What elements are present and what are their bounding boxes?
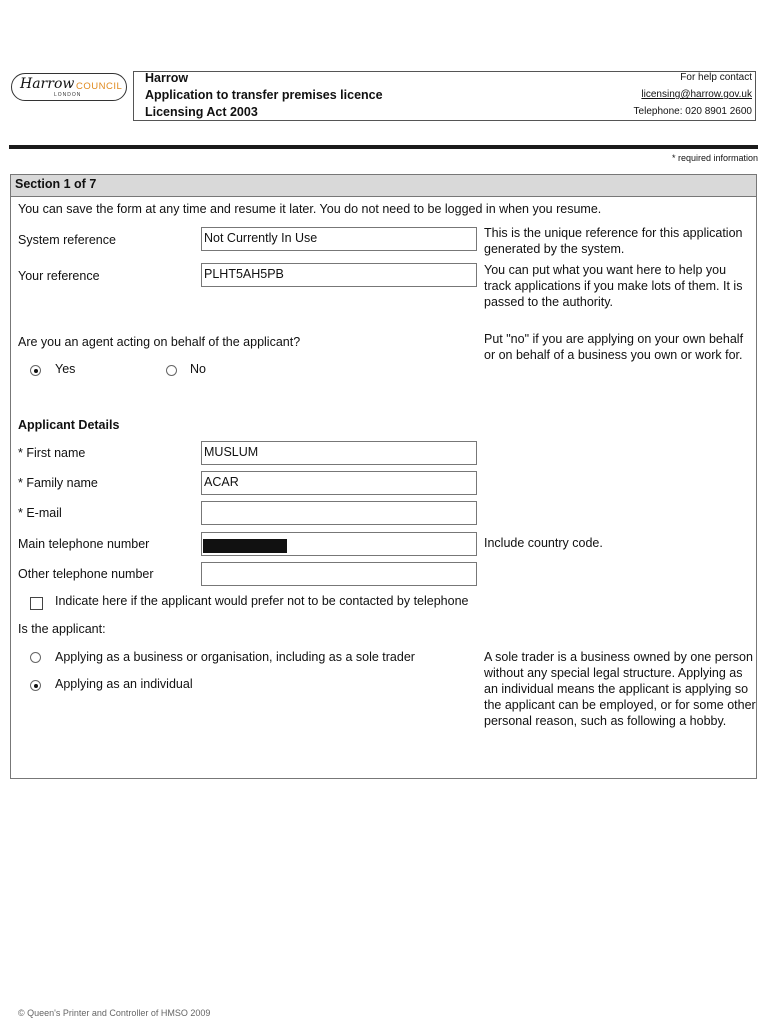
system-reference-label: System reference <box>18 233 116 247</box>
no-phone-contact-checkbox[interactable] <box>30 597 43 610</box>
header-divider <box>9 145 758 149</box>
section-intro: You can save the form at any time and resume it later. You do not need to be logged in when you resume. <box>18 202 602 216</box>
your-reference-note: You can put what you want here to help you track applications if you make lots of them. It is passed to the authority. <box>484 263 743 309</box>
no-phone-contact-label: Indicate here if the applicant would prefer not to be contacted by telephone <box>55 594 469 608</box>
agent-no-radio[interactable] <box>166 365 177 376</box>
business-radio[interactable] <box>30 652 41 663</box>
help-email-link[interactable]: licensing@harrow.gov.uk <box>641 89 752 100</box>
section-title: Section 1 of 7 <box>11 175 756 197</box>
individual-radio[interactable] <box>30 680 41 691</box>
harrow-council-logo <box>11 73 127 101</box>
system-reference-note: This is the unique reference for this application generated by the system. <box>484 226 743 256</box>
other-phone-field[interactable] <box>201 562 477 586</box>
logo-london-text: LONDON <box>54 92 82 98</box>
agent-question: Are you an agent acting on behalf of the applicant? <box>18 335 301 349</box>
header-title-act: Licensing Act 2003 <box>145 105 258 119</box>
applicant-type-note: A sole trader is a business owned by one person without any special legal structure. Applying as an individual means the applicant is applying so the applicant can be employed, or for some other personal reason, such as following a hobby. <box>484 650 756 728</box>
first-name-field[interactable]: MUSLUM <box>201 441 477 465</box>
family-name-label: * Family name <box>18 476 98 490</box>
copyright-footer: © Queen's Printer and Controller of HMSO 2009 <box>18 1008 211 1018</box>
help-label: For help contact <box>680 72 752 83</box>
agent-yes-label: Yes <box>55 362 76 376</box>
other-phone-label: Other telephone number <box>18 567 154 581</box>
business-label: Applying as a business or organisation, including as a sole trader <box>55 650 415 664</box>
main-phone-note: Include country code. <box>484 536 603 550</box>
email-label: * E-mail <box>18 506 62 520</box>
agent-note: Put "no" if you are applying on your own behalf or on behalf of a business you own or work for. <box>484 332 744 362</box>
required-note: * required information <box>671 153 758 163</box>
email-field[interactable] <box>201 501 477 525</box>
logo-council-text: COUNCIL <box>76 81 123 92</box>
first-name-label: * First name <box>18 446 86 460</box>
applicant-details-heading: Applicant Details <box>18 418 120 432</box>
family-name-field[interactable]: ACAR <box>201 471 477 495</box>
your-reference-label: Your reference <box>18 269 100 283</box>
agent-yes-radio[interactable] <box>30 365 41 376</box>
agent-no-label: No <box>190 362 206 376</box>
main-phone-label: Main telephone number <box>18 537 150 551</box>
redacted-phone-value <box>203 539 287 553</box>
header-title-council: Harrow <box>145 71 189 85</box>
your-reference-field[interactable]: PLHT5AH5PB <box>201 263 477 287</box>
individual-label: Applying as an individual <box>55 677 193 691</box>
help-phone: Telephone: 020 8901 2600 <box>633 106 752 117</box>
system-reference-field[interactable]: Not Currently In Use <box>201 227 477 251</box>
logo-script-text: Harrow <box>20 76 75 92</box>
header-title-form: Application to transfer premises licence <box>145 88 383 102</box>
is-applicant-label: Is the applicant: <box>18 622 106 636</box>
